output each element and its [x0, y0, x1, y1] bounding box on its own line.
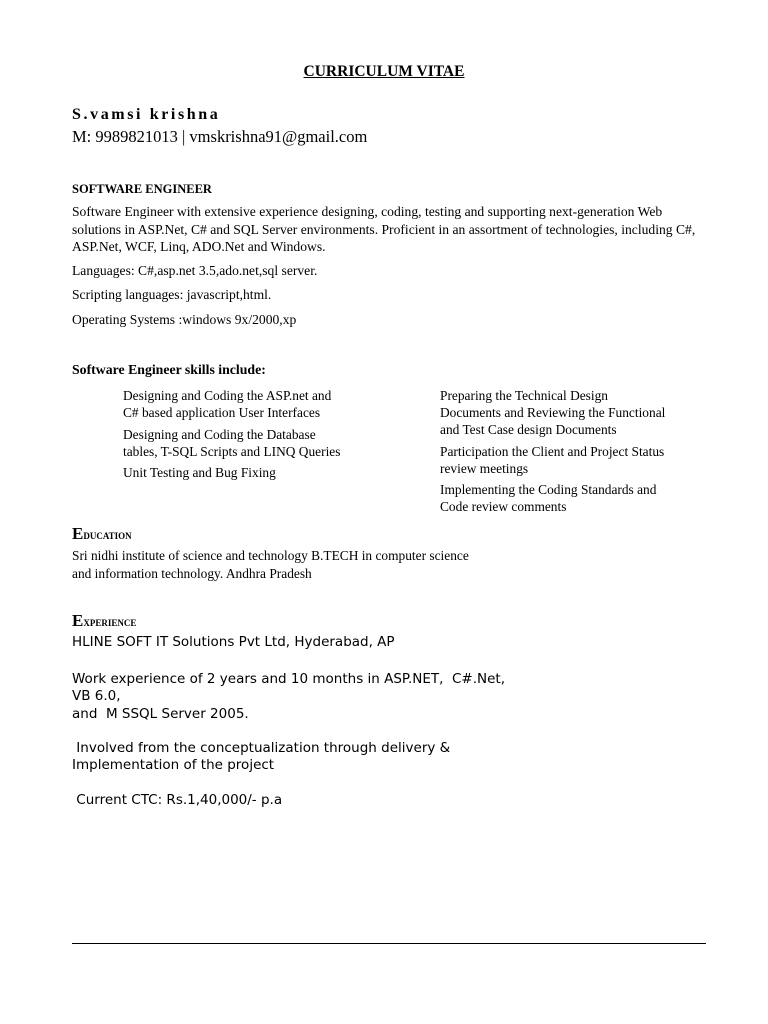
languages-line: Languages: C#,asp.net 3.5,ado.net,sql server.: [72, 263, 318, 278]
experience-work-line: Work experience of 2 years and 10 months in ASP.NET, C#.Net,: [72, 671, 506, 687]
skill-item-line: Designing and Coding the Database: [123, 427, 316, 442]
skill-item-line: and Test Case design Documents: [440, 422, 617, 438]
education-heading-initial: E: [72, 524, 84, 543]
skills-heading: Software Engineer skills include:: [72, 362, 266, 377]
contact-line: M: 9989821013 | vmskrishna91@gmail.com: [72, 127, 368, 146]
document-title: CURRICULUM VITAE: [303, 63, 465, 80]
skill-item-line: Designing and Coding the ASP.net and: [123, 388, 332, 403]
operating-systems-line: Operating Systems :windows 9x/2000,xp: [72, 312, 297, 327]
experience-work-line: and M SSQL Server 2005.: [72, 706, 249, 722]
skill-item-line: review meetings: [440, 461, 529, 477]
experience-heading-rest: xperience: [83, 614, 137, 629]
experience-heading: [72, 611, 136, 631]
footer-divider: [72, 943, 706, 944]
skill-item-line: Documents and Reviewing the Functional: [440, 405, 666, 421]
education-heading: [72, 524, 132, 544]
skill-item: [440, 387, 665, 439]
skill-item-line: Code review comments: [440, 499, 567, 515]
education-heading-rest: ducation: [83, 527, 132, 542]
education-line: Sri nidhi institute of science and technology B.TECH in computer science: [72, 548, 469, 563]
experience-involved-line: Involved from the conceptualization through delivery &: [72, 740, 451, 756]
experience-work-line: VB 6.0,: [72, 688, 121, 704]
skill-item: [440, 443, 664, 477]
profile-heading: SOFTWARE ENGINEER: [72, 182, 212, 196]
experience-ctc: Current CTC: Rs.1,40,000/- p.a: [72, 792, 283, 808]
skill-item-line: Participation the Client and Project Status: [440, 444, 665, 459]
education-details: [72, 547, 542, 582]
skill-item: [123, 426, 340, 460]
scripting-languages-line: Scripting languages: javascript,html.: [72, 287, 272, 302]
skill-item-line: Preparing the Technical Design: [440, 388, 609, 403]
experience-involved-line: Implementation of the project: [72, 757, 275, 773]
skill-item: [440, 481, 656, 515]
skill-item: [123, 387, 331, 421]
education-line: and information technology. Andhra Pradesh: [72, 565, 312, 581]
skill-item-line: Implementing the Coding Standards and: [440, 482, 657, 497]
skill-item: [123, 464, 276, 481]
experience-company: HLINE SOFT IT Solutions Pvt Ltd, Hyderabad, AP: [72, 634, 395, 650]
experience-heading-initial: E: [72, 611, 84, 630]
skill-item-line: C# based application User Interfaces: [123, 405, 321, 421]
profile-summary: Software Engineer with extensive experience designing, coding, testing and supporting next-generation Web solutions in ASP.Net, C# and SQL Server environments. Proficient in an assortment of technologies, including C#, ASP.Net, WCF, Linq, ADO.Net and Windows.: [72, 204, 696, 254]
skill-item-line: tables, T-SQL Scripts and LINQ Queries: [123, 444, 341, 460]
candidate-name: S.vamsi krishna: [72, 106, 221, 123]
skill-item-line: Unit Testing and Bug Fixing: [123, 465, 276, 480]
